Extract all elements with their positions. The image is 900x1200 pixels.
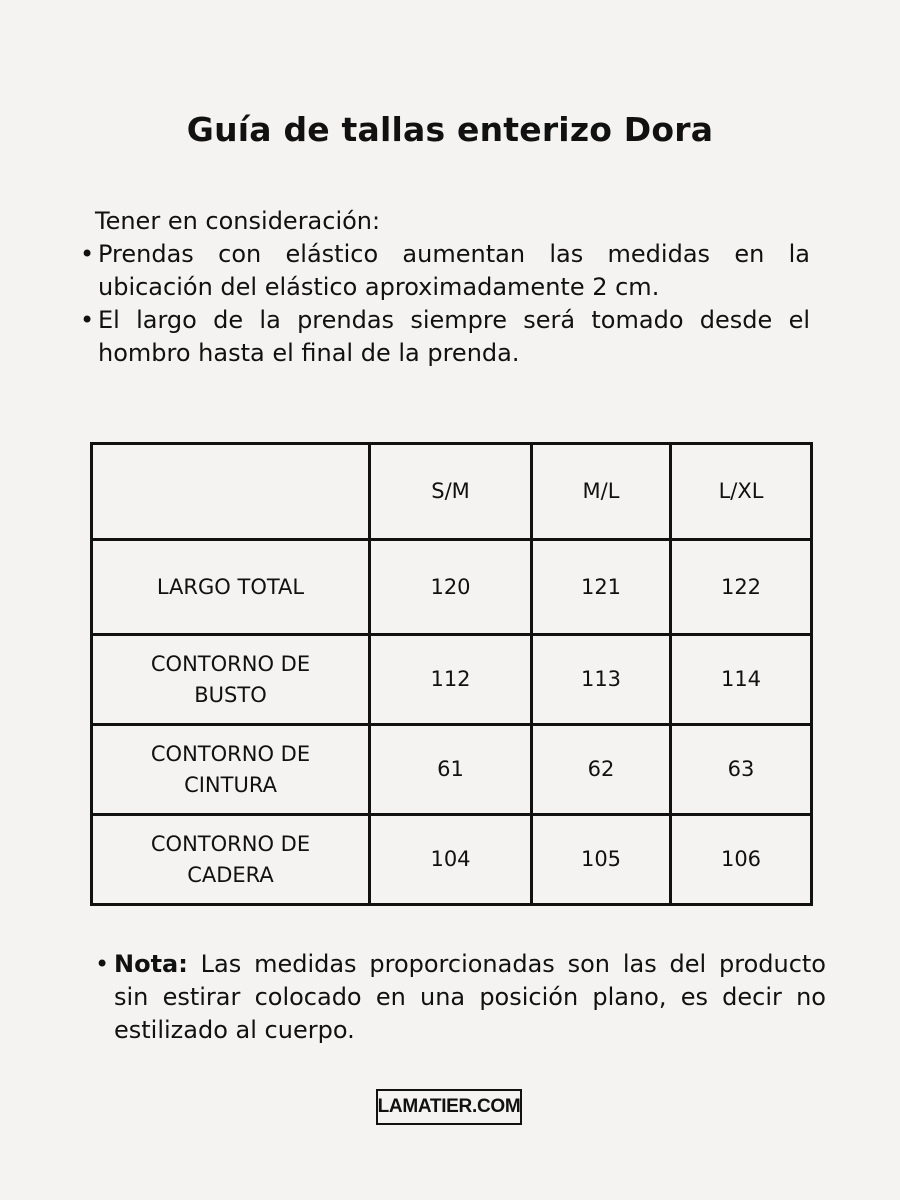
header-cell-size: S/M <box>370 444 532 540</box>
measurement-cell: 112 <box>370 635 532 725</box>
bullet-icon: • <box>80 306 95 334</box>
brand-logo: LAMATIER.COM <box>376 1089 522 1125</box>
table-row <box>92 540 812 635</box>
measurement-cell: 63 <box>671 725 812 815</box>
consideration-text: El largo de la prendas siempre será tomado desde el hombro hasta el final de la prenda. <box>98 306 810 367</box>
measurement-cell: 114 <box>671 635 812 725</box>
measurement-cell: 104 <box>370 815 532 905</box>
consideration-item <box>78 304 810 370</box>
note-section <box>93 948 826 1047</box>
note-label: Nota: <box>114 950 188 978</box>
note-text: Las medidas proporcionadas son las del producto sin estirar colocado en una posición plano, es decir no estilizado al cuerpo. <box>114 950 826 1044</box>
measurement-cell: 113 <box>532 635 671 725</box>
considerations-heading: Tener en consideración: <box>95 207 381 235</box>
measurement-cell: 61 <box>370 725 532 815</box>
note-item <box>93 948 826 1047</box>
bullet-icon: • <box>80 240 95 268</box>
measurement-cell: 120 <box>370 540 532 635</box>
header-cell-size: L/XL <box>671 444 812 540</box>
measurement-cell: 105 <box>532 815 671 905</box>
table-header-row <box>92 444 812 540</box>
measurement-cell: 121 <box>532 540 671 635</box>
consideration-item <box>78 238 810 304</box>
measurement-cell: 122 <box>671 540 812 635</box>
size-table <box>90 442 813 906</box>
row-label: CONTORNO DE BUSTO <box>92 635 370 725</box>
measurement-cell: 62 <box>532 725 671 815</box>
consideration-text: Prendas con elástico aumentan las medidas en la ubicación del elástico aproximadamente 2 cm. <box>98 240 810 301</box>
considerations-section <box>78 205 810 370</box>
header-cell-empty <box>92 444 370 540</box>
table-row <box>92 815 812 905</box>
measurement-cell: 106 <box>671 815 812 905</box>
header-cell-size: M/L <box>532 444 671 540</box>
page-title: Guía de tallas enterizo Dora <box>186 110 714 149</box>
row-label: LARGO TOTAL <box>92 540 370 635</box>
row-label: CONTORNO DE CADERA <box>92 815 370 905</box>
row-label: CONTORNO DE CINTURA <box>92 725 370 815</box>
table-row <box>92 635 812 725</box>
considerations-list <box>78 238 810 370</box>
bullet-icon: • <box>95 950 110 978</box>
table-row <box>92 725 812 815</box>
